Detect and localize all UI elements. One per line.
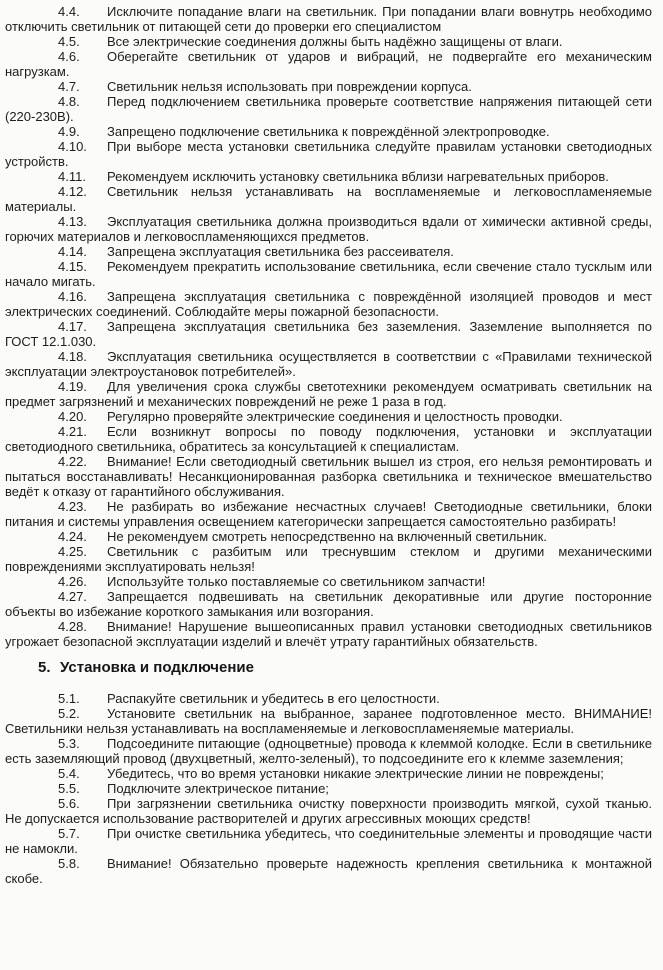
paragraph-text: Запрещена эксплуатация светильника без заземления. Заземление выполняется по ГОСТ 12.1.030.	[5, 319, 652, 349]
numbered-paragraph	[5, 706, 652, 736]
numbered-paragraph	[5, 379, 652, 409]
paragraph-text: Запрещено подключение светильника к повреждённой электропроводке.	[107, 124, 550, 139]
paragraph-number: 4.26.	[58, 574, 87, 589]
paragraph-text: Светильник с разбитым или треснувшим стеклом и другими механическими повреждениями эксплуатировать нельзя!	[5, 544, 652, 574]
paragraph-text: Запрещена эксплуатация светильника с повреждённой изоляцией проводов и мест электрических соединений. Соблюдайте меры пожарной безопасности.	[5, 289, 652, 319]
paragraph-text: Эксплуатация светильника должна производиться вдали от химически активной среды, горючих материалов и легковоспламеняющихся предметов.	[5, 214, 652, 244]
paragraph-text: Рекомендуем исключить установку светильника вблизи нагревательных приборов.	[107, 169, 609, 184]
section-heading-text: Установка и подключение	[60, 659, 254, 676]
paragraph-number: 4.13.	[58, 214, 87, 229]
paragraph-text: Исключите попадание влаги на светильник. При попадании влаги вовнутрь необходимо отключить светильник от питающей сети до проверки его специалистом	[5, 4, 652, 34]
numbered-paragraph	[5, 34, 652, 49]
paragraph-number: 5.2.	[58, 706, 80, 721]
paragraph-text: Подключите электрическое питание;	[107, 781, 329, 796]
paragraph-text: Рекомендуем прекратить использование светильника, если свечение стало тусклым или начало мигать.	[5, 259, 652, 289]
paragraph-text: При выборе места установки светильника следуйте правилам установки светодиодных устройств.	[5, 139, 652, 169]
paragraph-text: Оберегайте светильник от ударов и вибраций, не подвергайте его механическим нагрузкам.	[5, 49, 652, 79]
numbered-paragraph	[5, 184, 652, 214]
numbered-paragraph	[5, 139, 652, 169]
section-4-safety-rules	[5, 4, 652, 649]
numbered-paragraph	[5, 4, 652, 34]
paragraph-number: 5.6.	[58, 796, 80, 811]
numbered-paragraph	[5, 691, 652, 706]
paragraph-number: 4.15.	[58, 259, 87, 274]
paragraph-text: Если возникнут вопросы по поводу подключения, установки и эксплуатации светодиодного светильника, обратитесь за консультацией к специалистам.	[5, 424, 652, 454]
numbered-paragraph	[5, 169, 652, 184]
paragraph-number: 4.16.	[58, 289, 87, 304]
paragraph-text: Светильник нельзя использовать при повреждении корпуса.	[107, 79, 472, 94]
paragraph-text: Внимание! Если светодиодный светильник вышел из строя, его нельзя ремонтировать и пытаться восстанавливать! Несанкционированная разборка светильника и техническое вмешательство ведёт к отказу от гарантийного обслуживания.	[5, 454, 652, 499]
paragraph-text: Светильник нельзя устанавливать на воспламеняемые и легковоспламеняемые материалы.	[5, 184, 652, 214]
numbered-paragraph	[5, 589, 652, 619]
numbered-paragraph	[5, 454, 652, 499]
numbered-paragraph	[5, 529, 652, 544]
numbered-paragraph	[5, 544, 652, 574]
paragraph-text: Эксплуатация светильника осуществляется в соответствии с «Правилами технической эксплуатации электроустановок потребителей».	[5, 349, 652, 379]
numbered-paragraph	[5, 79, 652, 94]
numbered-paragraph	[5, 214, 652, 244]
paragraph-number: 5.1.	[58, 691, 80, 706]
paragraph-number: 4.23.	[58, 499, 87, 514]
paragraph-text: Внимание! Нарушение вышеописанных правил установки светодиодных светильников угрожает безопасной эксплуатации изделий и влечёт утрату гарантийных обязательств.	[5, 619, 652, 649]
numbered-paragraph	[5, 259, 652, 289]
paragraph-number: 4.6.	[58, 49, 80, 64]
paragraph-text: Убедитесь, что во время установки никакие электрические линии не повреждены;	[107, 766, 604, 781]
paragraph-number: 4.8.	[58, 94, 80, 109]
paragraph-text: Не рекомендуем смотреть непосредственно на включенный светильник.	[107, 529, 547, 544]
paragraph-number: 4.24.	[58, 529, 87, 544]
paragraph-text: Внимание! Обязательно проверьте надежность крепления светильника к монтажной скобе.	[5, 856, 652, 886]
numbered-paragraph	[5, 319, 652, 349]
paragraph-number: 4.17.	[58, 319, 87, 334]
paragraph-number: 4.4.	[58, 4, 80, 19]
paragraph-number: 4.12.	[58, 184, 87, 199]
paragraph-number: 4.27.	[58, 589, 87, 604]
paragraph-number: 4.19.	[58, 379, 87, 394]
section-5-heading	[5, 658, 652, 677]
numbered-paragraph	[5, 94, 652, 124]
numbered-paragraph	[5, 736, 652, 766]
numbered-paragraph	[5, 574, 652, 589]
paragraph-text: Запрещена эксплуатация светильника без рассеивателя.	[107, 244, 454, 259]
numbered-paragraph	[5, 499, 652, 529]
paragraph-number: 4.18.	[58, 349, 87, 364]
paragraph-number: 4.22.	[58, 454, 87, 469]
paragraph-number: 4.7.	[58, 79, 80, 94]
numbered-paragraph	[5, 826, 652, 856]
section-5-installation	[5, 691, 652, 886]
paragraph-number: 4.21.	[58, 424, 87, 439]
numbered-paragraph	[5, 49, 652, 79]
paragraph-number: 4.11.	[58, 169, 86, 184]
paragraph-text: Для увеличения срока службы светотехники рекомендуем осматривать светильник на предмет загрязнений и механических повреждений не реже 1 раза в год.	[5, 379, 652, 409]
paragraph-number: 5.3.	[58, 736, 80, 751]
paragraph-number: 5.4.	[58, 766, 80, 781]
numbered-paragraph	[5, 349, 652, 379]
paragraph-text: Не разбирать во избежание несчастных случаев! Светодиодные светильники, блоки питания и системы управления освещением категорически запрещается самостоятельно разбирать!	[5, 499, 652, 529]
numbered-paragraph	[5, 409, 652, 424]
numbered-paragraph	[5, 619, 652, 649]
paragraph-text: Подсоедините питающие (одноцветные) провода к клеммой колодке. Если в светильнике есть заземляющий провод (двухцветный, желто-зеленый), то подсоедините его к клемме заземления;	[5, 736, 652, 766]
paragraph-text: Все электрические соединения должны быть надёжно защищены от влаги.	[107, 34, 563, 49]
numbered-paragraph	[5, 244, 652, 259]
paragraph-number: 4.10.	[58, 139, 87, 154]
section-heading-number: 5.	[38, 659, 51, 676]
numbered-paragraph	[5, 124, 652, 139]
numbered-paragraph	[5, 796, 652, 826]
paragraph-text: При очистке светильника убедитесь, что соединительные элементы и проводящие части не намокли.	[5, 826, 652, 856]
paragraph-number: 4.9.	[58, 124, 80, 139]
paragraph-text: При загрязнении светильника очистку поверхности производить мягкой, сухой тканью. Не допускается использование растворителей и других агрессивных моющих средств!	[5, 796, 652, 826]
paragraph-number: 4.5.	[58, 34, 80, 49]
paragraph-text: Установите светильник на выбранное, заранее подготовленное место. ВНИМАНИЕ! Светильники нельзя устанавливать на воспламеняемые и легковоспламеняемые материалы.	[5, 706, 652, 736]
paragraph-text: Перед подключением светильника проверьте соответствие напряжения питающей сети (220-230В).	[5, 94, 652, 124]
paragraph-number: 5.5.	[58, 781, 80, 796]
numbered-paragraph	[5, 766, 652, 781]
numbered-paragraph	[5, 424, 652, 454]
paragraph-number: 5.7.	[58, 826, 80, 841]
paragraph-number: 4.20.	[58, 409, 87, 424]
paragraph-number: 4.25.	[58, 544, 87, 559]
paragraph-number: 4.14.	[58, 244, 87, 259]
numbered-paragraph	[5, 856, 652, 886]
numbered-paragraph	[5, 289, 652, 319]
paragraph-text: Используйте только поставляемые со светильником запчасти!	[107, 574, 486, 589]
paragraph-number: 5.8.	[58, 856, 80, 871]
numbered-paragraph	[5, 781, 652, 796]
paragraph-text: Регулярно проверяйте электрические соединения и целостность проводки.	[107, 409, 563, 424]
paragraph-number: 4.28.	[58, 619, 87, 634]
paragraph-text: Распакуйте светильник и убедитесь в его целостности.	[107, 691, 440, 706]
paragraph-text: Запрещается подвешивать на светильник декоративные или другие посторонние объекты во избежание короткого замыкания или возгорания.	[5, 589, 652, 619]
